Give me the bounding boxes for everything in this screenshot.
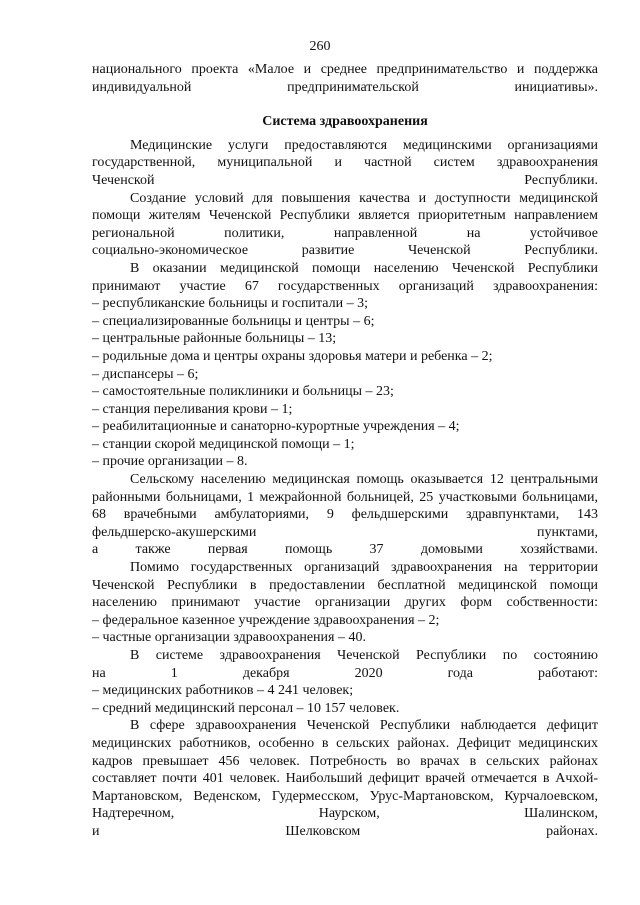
paragraph-line: Сельскому населению медицинская помощь оказывается — [130, 472, 484, 488]
list-item: – республиканские больницы и госпитали – 3; — [92, 296, 368, 312]
paragraph-line: В системе здравоохранения Чеченской Республики по состоянию — [130, 648, 598, 663]
document-body — [92, 61, 598, 841]
paragraph-line: Медицинские услуги предоставляются медицинскими организациями — [130, 137, 598, 153]
section-title: Система здравоохранения — [262, 114, 428, 130]
paragraph-line: на 1 декабря 2020 года работают: — [92, 665, 598, 681]
paragraph-line: медицинских работников, особенно в сельских районах. Дефицит — [92, 735, 511, 751]
intro-line: национального проекта «Малое и среднее предпринимательство и поддержка — [92, 62, 598, 77]
paragraph-line: врачей отмечается в Ачхой-Мартановском, Веденском, Гудермесском, — [92, 771, 598, 804]
list-item: – прочие организации – 8. — [92, 454, 248, 470]
list-item: – родильные дома и центры охраны здоровья матери и ребенка – 2; — [92, 348, 493, 364]
paragraph-line: населению принимают участие организации других форм собственности: — [92, 595, 598, 611]
list-item: – частные организации здравоохранения – 40. — [92, 630, 366, 646]
paragraph-line: помощи жителям Чеченской Республики является приоритетным — [92, 208, 506, 224]
paragraph-line: 12 центральными районными больницами, 1 межрайонной больницей, — [92, 472, 598, 505]
paragraph-line: принимают участие 67 государственных организаций здравоохранения: — [92, 278, 598, 294]
paragraph-3 — [92, 260, 598, 295]
intro-paragraph — [92, 61, 598, 96]
paragraph-line: В сфере здравоохранения Чеченской Республики наблюдается дефицит — [130, 718, 598, 734]
paragraph-5 — [92, 559, 598, 612]
page-number: 260 — [309, 39, 331, 54]
paragraph-4 — [92, 471, 598, 559]
paragraph-line: В оказании медицинской помощи населению Чеченской Республики — [130, 260, 598, 276]
list-item: – самостоятельные поликлиники и больницы – 23; — [92, 384, 394, 400]
list-item: – станция переливания крови – 1; — [92, 401, 293, 417]
paragraph-line: государственной, муниципальной и частной систем здравоохранения — [92, 155, 598, 171]
paragraph-line: а также первая помощь 37 домовыми хозяйствами. — [92, 542, 598, 558]
other-organizations-list — [92, 612, 598, 647]
list-item: – специализированные больницы и центры – 6; — [92, 313, 375, 329]
paragraph-2 — [92, 190, 598, 260]
paragraph-line: 25 участковыми больницами, 68 врачебными амбулаториями, — [92, 489, 598, 523]
paragraph-line: направлением региональной политики, направленной на устойчивое — [92, 208, 598, 241]
list-item: – медицинских работников – 4 241 человек; — [92, 683, 354, 699]
paragraph-line: Создание условий для повышения качества и доступности медицинской — [130, 190, 598, 206]
list-item: – средний медицинский персонал – 10 157 человек. — [92, 700, 400, 716]
list-item: – станции скорой медицинской помощи – 1; — [92, 436, 355, 452]
paragraph-1 — [92, 137, 598, 190]
paragraph-line: Урус-Мартановском, Курчалоевском, Надтеречном, Наурском, Шалинском, — [92, 788, 598, 822]
paragraph-line: социально-экономическое развитие Чеченской Республики. — [92, 243, 598, 259]
paragraph-line: 9 фельдшерскими здравпунктами, 143 фельдшерско-акушерскими пунктами, — [92, 507, 598, 540]
list-item: – диспансеры – 6; — [92, 366, 199, 382]
paragraph-line: и Шелковском районах. — [92, 823, 598, 839]
paragraph-6 — [92, 647, 598, 682]
paragraph-line: в сельских районах составляет почти 401 человек. Наибольший дефицит — [92, 753, 598, 787]
organizations-list — [92, 295, 598, 471]
intro-line: индивидуальной предпринимательской инициативы». — [92, 79, 598, 95]
paragraph-line: Помимо государственных организаций здравоохранения на территории — [130, 560, 598, 576]
paragraph-line: Чеченской Республики в предоставлении бесплатной медицинской помощи — [92, 577, 598, 593]
staff-list — [92, 682, 598, 717]
paragraph-7 — [92, 717, 598, 840]
list-item: – центральные районные больницы – 13; — [92, 331, 337, 347]
list-item: – федеральное казенное учреждение здравоохранения – 2; — [92, 612, 440, 628]
list-item: – реабилитационные и санаторно-курортные учреждения – 4; — [92, 419, 460, 435]
paragraph-line: медицинских кадров превышает 456 человек. Потребность во врачах — [92, 735, 598, 769]
paragraph-line: Чеченской Республики. — [92, 172, 598, 188]
